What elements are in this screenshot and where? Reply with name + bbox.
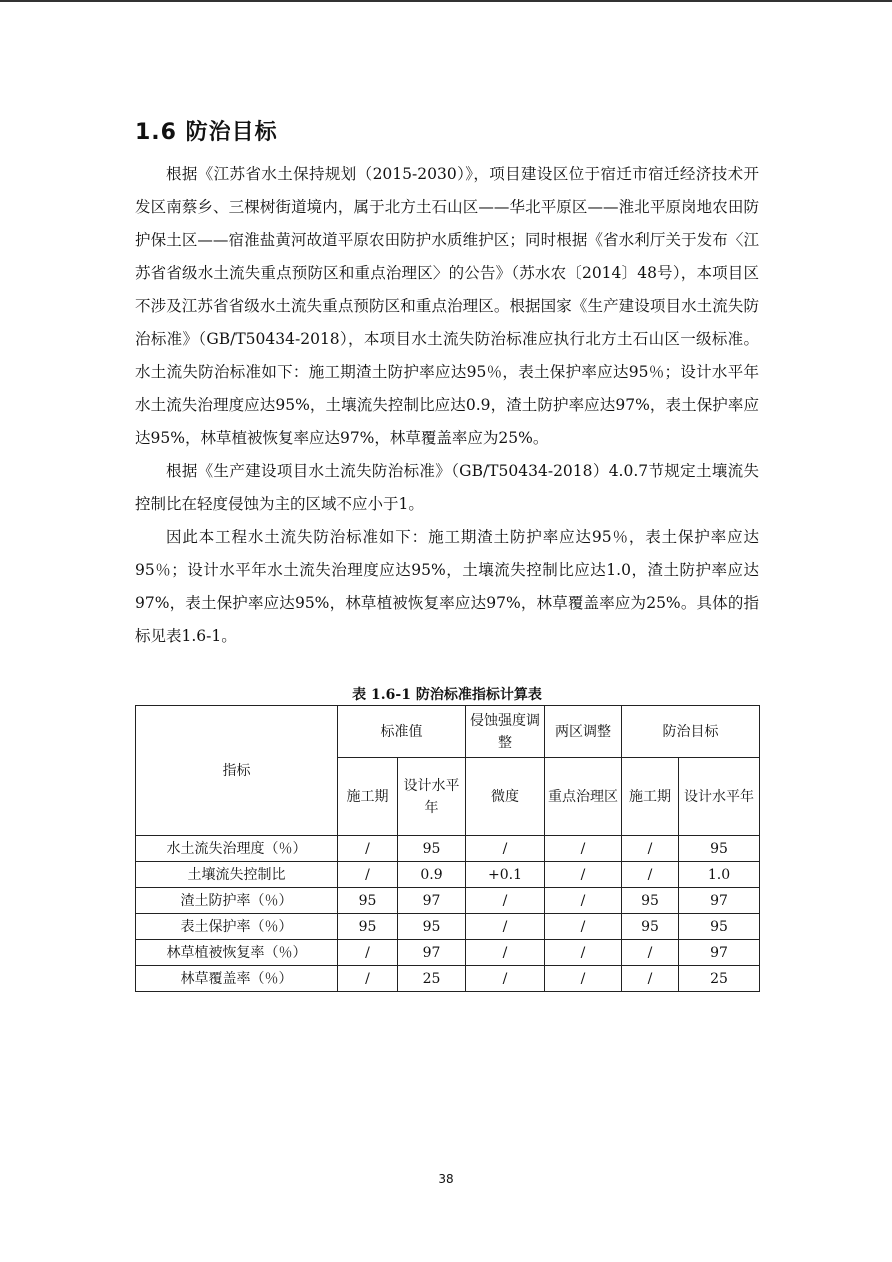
header-target-construction: 施工期: [622, 758, 679, 836]
cell: +0.1: [466, 862, 545, 888]
cell: 95: [338, 888, 398, 914]
cell: 95: [338, 914, 398, 940]
cell: 1.0: [679, 862, 760, 888]
section-heading: 1.6 防治目标: [135, 120, 278, 145]
header-key-zone: 重点治理区: [545, 758, 622, 836]
header-two-zone-adjust: 两区调整: [545, 706, 622, 758]
cell: /: [338, 836, 398, 862]
cell: /: [545, 862, 622, 888]
cell: /: [622, 966, 679, 992]
cell: 95: [679, 836, 760, 862]
row-label: 水土流失治理度（％）: [136, 836, 338, 862]
row-label: 土壤流失控制比: [136, 862, 338, 888]
paragraph: 因此本工程水土流失防治标准如下：施工期渣土防护率应达95％，表土保护率应达95％；设计水平年水土流失治理度应达95%，土壤流失控制比应达1.0，渣土防护率应达97%，表土保护率应达95%，林草植被恢复率应达97%，林草覆盖率应为25%。具体的指标见表1.6-1。: [135, 528, 759, 645]
cell: /: [545, 888, 622, 914]
cell: /: [622, 940, 679, 966]
cell: /: [466, 914, 545, 940]
cell: 95: [398, 914, 466, 940]
row-label: 林草植被恢复率（％）: [136, 940, 338, 966]
cell: 25: [679, 966, 760, 992]
header-target: 防治目标: [622, 706, 760, 758]
table-row: [136, 862, 760, 888]
cell: /: [338, 940, 398, 966]
cell: 95: [398, 836, 466, 862]
page-top-border: [0, 0, 892, 2]
table-row: [136, 914, 760, 940]
cell: /: [466, 966, 545, 992]
paragraph: 根据《生产建设项目水土流失防治标准》（GB/T50434-2018）4.0.7节规定土壤流失控制比在轻度侵蚀为主的区域不应小于1。: [135, 462, 759, 513]
cell: /: [622, 862, 679, 888]
cell: /: [466, 940, 545, 966]
page-number: 38: [438, 1172, 454, 1186]
cell: 25: [398, 966, 466, 992]
header-mild: 微度: [466, 758, 545, 836]
row-label: 渣土防护率（％）: [136, 888, 338, 914]
header-construction: 施工期: [338, 758, 398, 836]
cell: /: [338, 862, 398, 888]
cell: /: [466, 836, 545, 862]
table-row: [136, 940, 760, 966]
standards-table: [135, 705, 760, 992]
header-standard: 标准值: [338, 706, 466, 758]
row-label: 表土保护率（％）: [136, 914, 338, 940]
table-row: [136, 888, 760, 914]
cell: 0.9: [398, 862, 466, 888]
cell: /: [545, 836, 622, 862]
cell: /: [466, 888, 545, 914]
header-design-year: 设计水平年: [398, 758, 466, 836]
table-row: [136, 966, 760, 992]
cell: 95: [622, 888, 679, 914]
cell: /: [545, 940, 622, 966]
cell: 95: [679, 914, 760, 940]
cell: /: [622, 836, 679, 862]
header-erosion-adjust: 侵蚀强度调整: [466, 706, 545, 758]
cell: 97: [398, 940, 466, 966]
row-label: 林草覆盖率（％）: [136, 966, 338, 992]
table-caption: 表 1.6-1 防治标准指标计算表: [352, 687, 542, 703]
cell: 97: [679, 940, 760, 966]
cell: /: [338, 966, 398, 992]
header-target-design-year: 设计水平年: [679, 758, 760, 836]
cell: 95: [622, 914, 679, 940]
header-indicator: 指标: [136, 706, 338, 836]
paragraph: 根据《江苏省水土保持规划（2015-2030）》，项目建设区位于宿迁市宿迁经济技术开发区南蔡乡、三棵树街道境内，属于北方土石山区——华北平原区——淮北平原岗地农田防护保土区——宿淮盐黄河故道平原农田防护水质维护区；同时根据《省水利厅关于发布〈江苏省省级水土流失重点预防区和重点治理区〉的公告》（苏水农〔2014〕48号），本项目区不涉及江苏省省级水土流失重点预防区和重点治理区。根据国家《生产建设项目水土流失防治标准》（GB/T50434-2018），本项目水土流失防治标准应执行北方土石山区一级标准。水土流失防治标准如下：施工期渣土防护率应达95％，表土保护率应达95％；设计水平年水土流失治理度应达95%，土壤流失控制比应达0.9，渣土防护率应达97%，表土保护率应达95%，林草植被恢复率应达97%，林草覆盖率应为25%。: [135, 165, 759, 447]
cell: 97: [679, 888, 760, 914]
table-row: [136, 836, 760, 862]
cell: /: [545, 966, 622, 992]
cell: /: [545, 914, 622, 940]
cell: 97: [398, 888, 466, 914]
body-text: [135, 158, 759, 653]
